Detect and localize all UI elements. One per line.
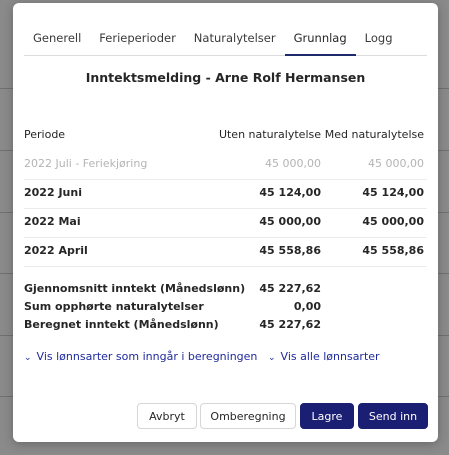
row-periode: 2022 Mai — [24, 215, 81, 228]
link-label: Vis lønnsarter som inngår i beregningen — [36, 350, 258, 363]
column-header-uten-naturalytelse: Uten naturalytelse — [218, 128, 321, 141]
tab-logg[interactable]: Logg — [364, 31, 393, 45]
show-all-wage-types-link[interactable] — [268, 350, 380, 363]
row-periode: 2022 April — [24, 244, 88, 257]
tab-naturalytelser[interactable]: Naturalytelser — [193, 31, 276, 45]
cancel-button[interactable]: Avbryt — [137, 403, 197, 429]
submit-button[interactable]: Send inn — [358, 403, 428, 429]
income-table — [24, 125, 427, 267]
row-uten-value: 45 000,00 — [259, 215, 321, 228]
summary-label-average: Gjennomsnitt inntekt (Månedslønn) — [24, 282, 246, 295]
row-uten-value: 45 000,00 — [265, 157, 321, 170]
summary-value-calculated: 45 227,62 — [259, 318, 321, 331]
tab-ferieperioder[interactable]: Ferieperioder — [99, 31, 176, 45]
tab-grunnlag[interactable]: Grunnlag — [285, 25, 356, 56]
summary-row — [24, 318, 427, 336]
chevron-down-icon: ⌄ — [268, 353, 276, 363]
row-med-value: 45 558,86 — [362, 244, 424, 257]
summary-value-average: 45 227,62 — [259, 282, 321, 295]
modal-tabs — [24, 25, 427, 56]
save-button[interactable]: Lagre — [300, 403, 354, 429]
link-label: Vis alle lønnsarter — [280, 350, 380, 363]
row-periode: 2022 Juni — [24, 186, 82, 199]
column-header-periode: Periode — [24, 128, 66, 141]
show-included-wage-types-link[interactable] — [24, 350, 257, 363]
table-header-row — [24, 125, 427, 151]
chevron-down-icon: ⌄ — [24, 353, 32, 363]
income-report-modal — [13, 3, 438, 442]
row-uten-value: 45 558,86 — [259, 244, 321, 257]
row-uten-value: 45 124,00 — [259, 186, 321, 199]
row-med-value: 45 124,00 — [362, 186, 424, 199]
income-summary — [24, 282, 427, 336]
modal-title: Inntektsmelding - Arne Rolf Hermansen — [85, 70, 366, 85]
summary-value-ceased: 0,00 — [293, 300, 321, 313]
summary-row — [24, 300, 427, 318]
column-header-med-naturalytelse: Med naturalytelse — [324, 128, 424, 141]
tab-generell[interactable]: Generell — [33, 31, 82, 45]
summary-label-ceased: Sum opphørte naturalytelser — [24, 300, 204, 313]
summary-row — [24, 282, 427, 300]
table-row — [24, 151, 427, 180]
row-med-value: 45 000,00 — [362, 215, 424, 228]
summary-label-calculated: Beregnet inntekt (Månedslønn) — [24, 318, 219, 331]
table-row — [24, 180, 427, 209]
row-periode: 2022 Juli - Feriekjøring — [24, 157, 148, 170]
recalculate-button[interactable]: Omberegning — [200, 403, 296, 429]
row-med-value: 45 000,00 — [368, 157, 424, 170]
table-row — [24, 238, 427, 267]
table-row — [24, 209, 427, 238]
